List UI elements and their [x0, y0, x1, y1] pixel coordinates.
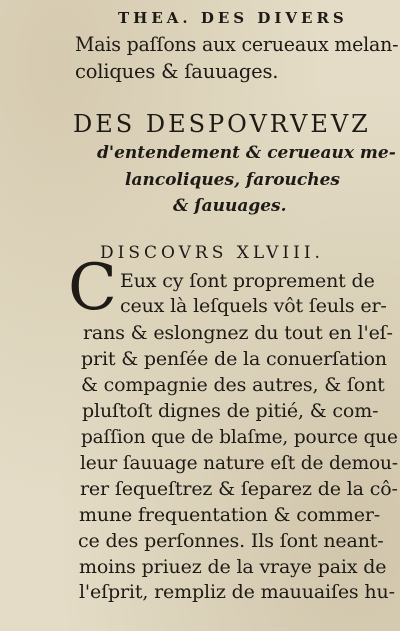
body-line-7: paſſion que de blaſme, pource que [81, 426, 398, 448]
section-subtitle-line-2: lancoliques, farouches [125, 170, 340, 190]
body-line-4: prit & penſée de la conuerſation [81, 348, 387, 370]
section-subtitle-line-1: d'entendement & cerueaux me- [97, 143, 396, 163]
drop-cap: C [68, 251, 117, 325]
running-head: THEA. DES DIVERS [118, 9, 348, 27]
body-line-3: rans & eslongnez du tout en l'eſ- [83, 322, 393, 344]
discourse-heading: DISCOVRS XLVIII. [100, 243, 324, 263]
body-line-12: moins priuez de la vraye paix de [79, 556, 387, 578]
body-line-11: ce des perſonnes. Ils ſont neant- [78, 530, 384, 552]
body-line-9: rer ſequeſtrez & ſeparez de la cô- [80, 478, 398, 500]
body-line-13: l'eſprit, rempliz de mauuaiſes hu- [79, 581, 395, 603]
intro-line-1: Mais paſſons aux cerueaux melan- [75, 33, 399, 56]
body-line-10: mune frequentation & commer- [79, 504, 381, 526]
intro-line-2: coliques & ſauuages. [75, 60, 279, 83]
body-line-2: ceux là leſquels vôt ſeuls er- [120, 295, 387, 317]
section-title: DES DESPOVRVEVZ [73, 110, 371, 138]
body-line-5: & compagnie des autres, & ſont [81, 374, 385, 396]
section-subtitle-line-3: & ſauuages. [173, 196, 287, 216]
body-line-8: leur ſauuage nature eſt de demou- [80, 452, 398, 474]
body-line-6: pluſtoſt dignes de pitié, & com- [82, 400, 379, 422]
body-line-1: Eux cy ſont proprement de [120, 270, 375, 292]
